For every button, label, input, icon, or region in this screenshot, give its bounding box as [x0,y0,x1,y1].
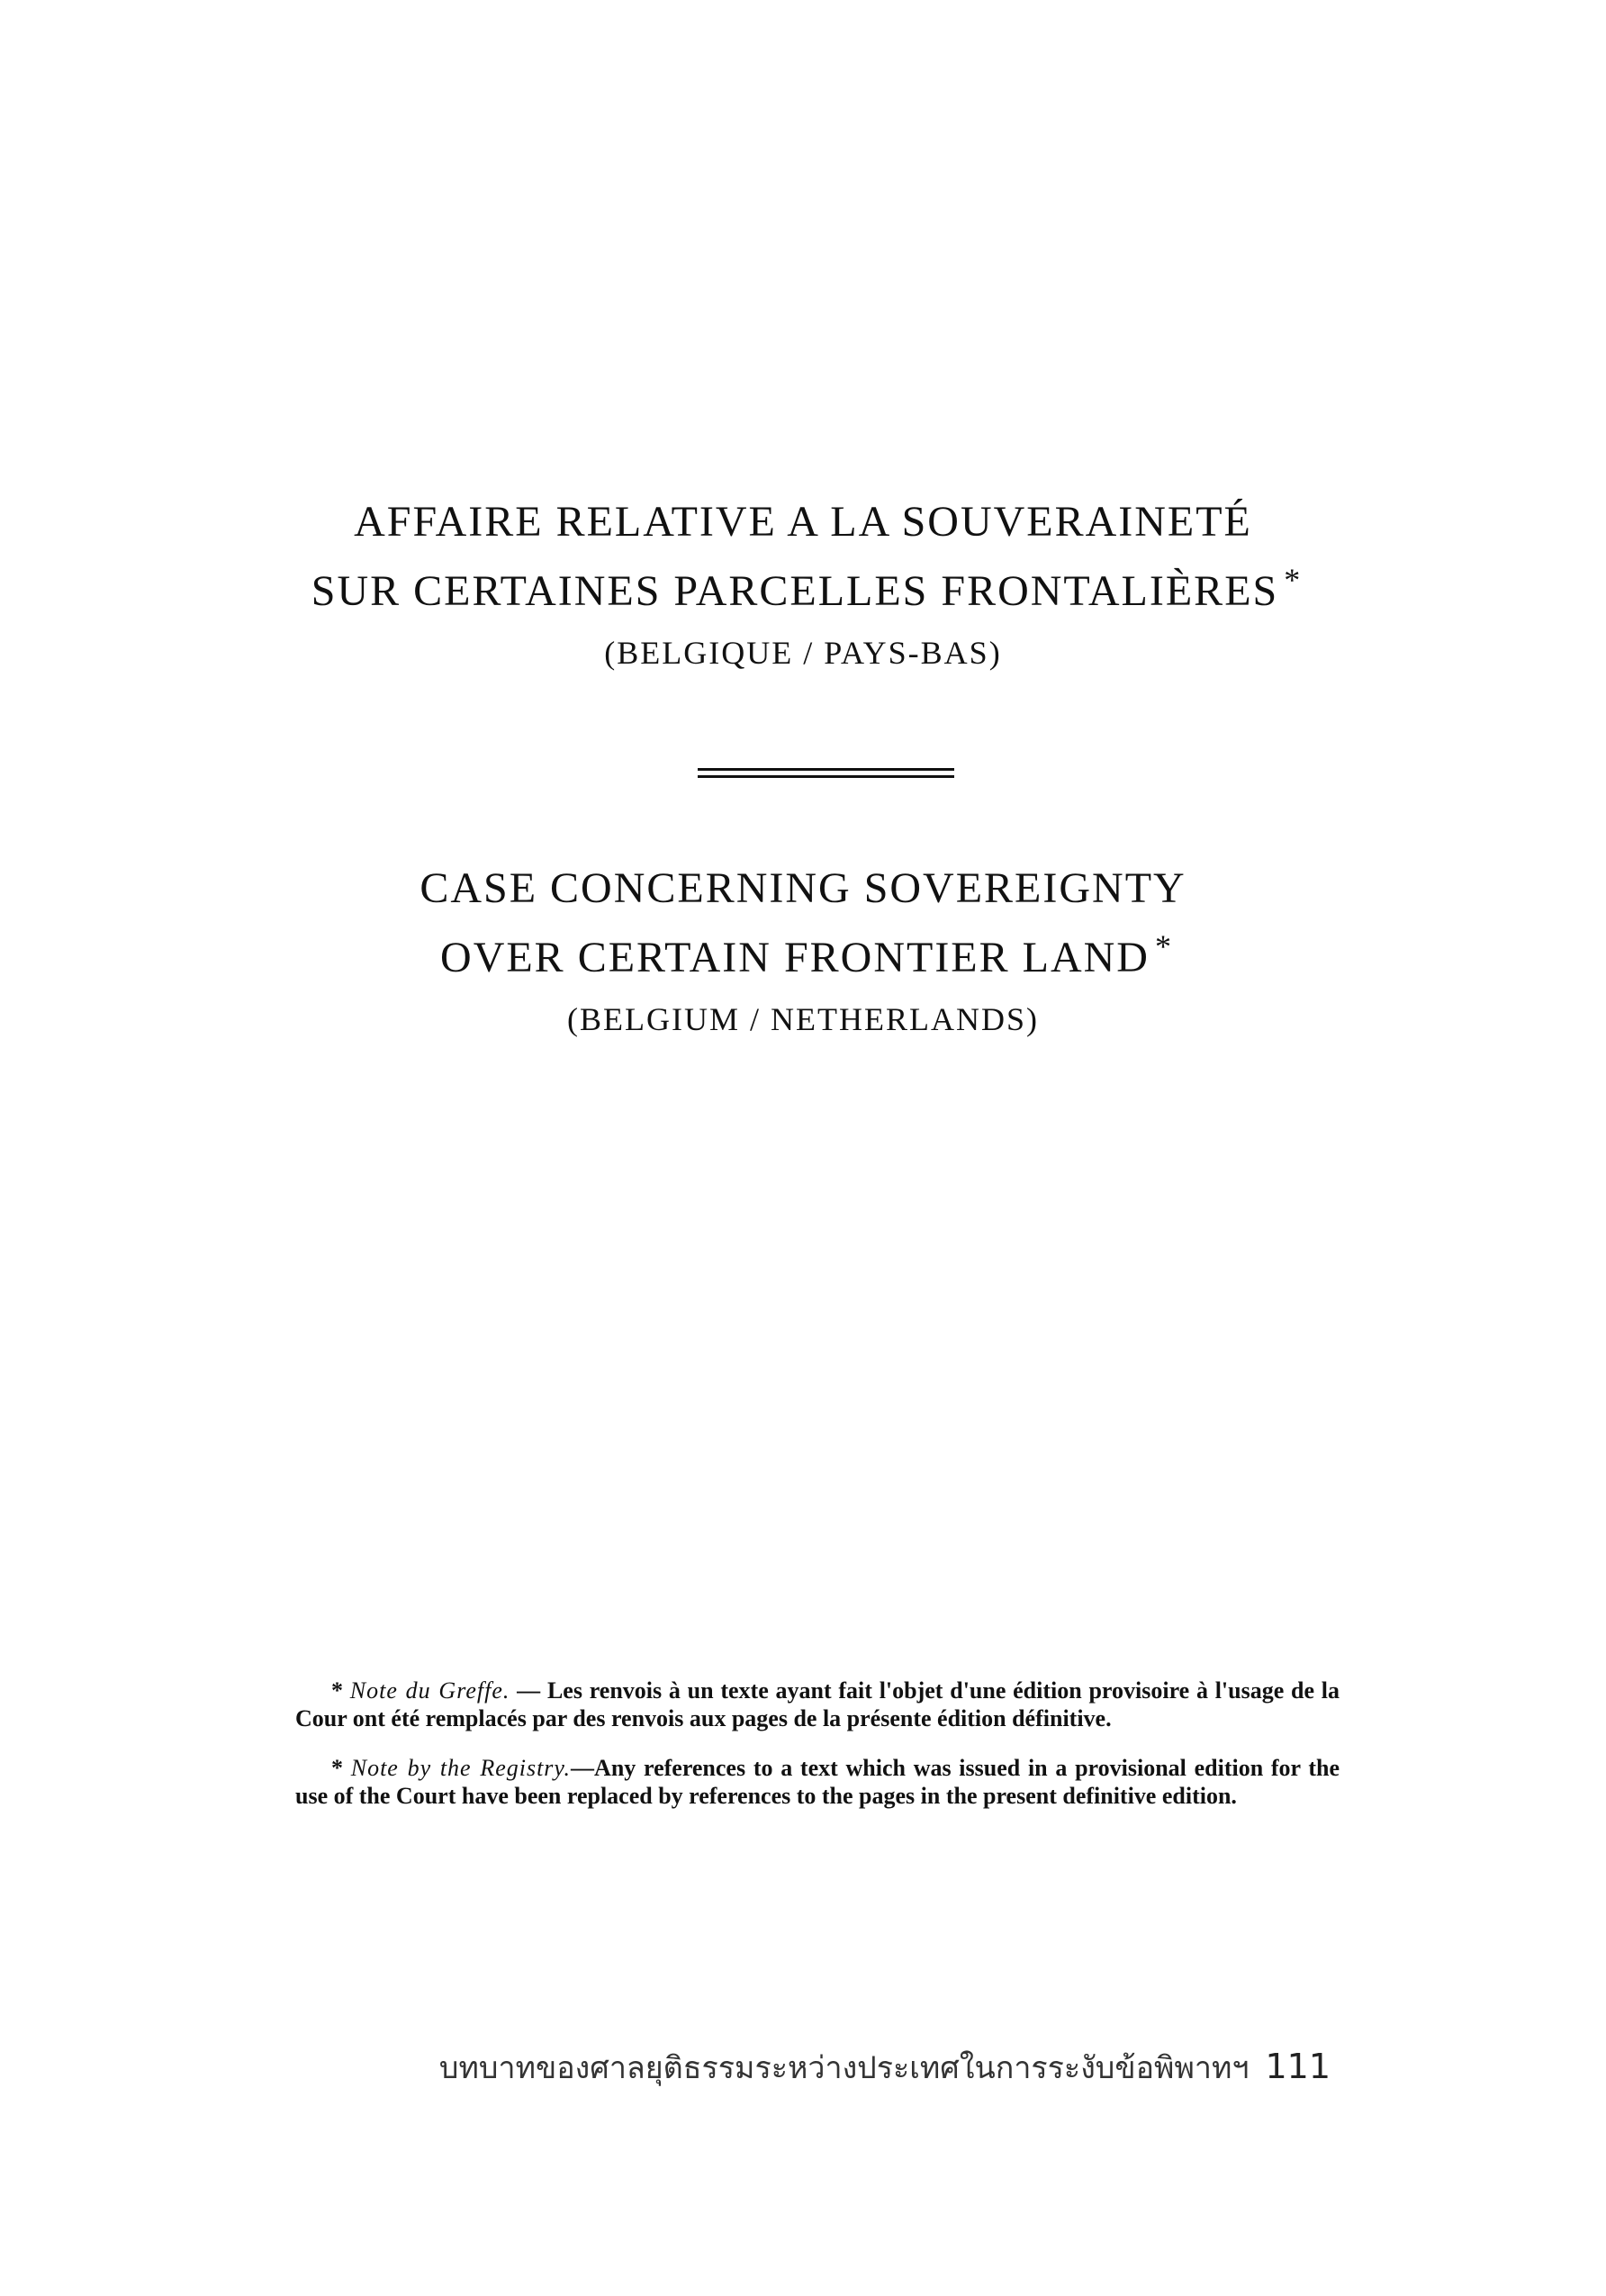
running-title: บทบาทของศาลยุติธรรมระหว่างประเทศในการระงับข้อพิพาทฯ [438,2050,1250,2086]
divider-rule-bottom [698,775,954,778]
english-note-text: —Any references to a text which was issued in a provisional edition for the use of the Court have been replaced by references to the pages in the present definitive edition. [295,1755,1340,1809]
english-title-footnote-marker: * [1154,928,1173,964]
english-parties: (BELGIUM / NETHERLANDS) [567,1001,1039,1037]
french-note-label: Note du Greffe. [349,1677,510,1704]
french-title-line-2-text: SUR CERTAINES PARCELLES FRONTALIÈRES [311,567,1279,615]
english-note-marker: * [331,1755,343,1781]
french-title-footnote-marker: * [1284,562,1303,598]
english-title-line-2 [0,917,1606,987]
french-title-line-1: AFFAIRE RELATIVE A LA SOUVERAINETÉ [354,498,1252,546]
divider-rule-top [698,768,954,771]
french-title-line-2 [0,551,1606,620]
english-title-line-1: CASE CONCERNING SOVEREIGNTY [420,864,1186,912]
page-footer [439,2044,1331,2091]
english-note-label: Note by the Registry. [350,1755,572,1781]
english-registry-note [295,1754,1340,1810]
french-parties: (BELGIQUE / PAYS-BAS) [604,635,1002,671]
english-heading [0,860,1606,1046]
french-note-text: — Les renvois à un texte ayant fait l'objet d'une édition provisoire à l'usage de la Cour ont été remplacés par des renvois aux pages de la présente édition définitive. [295,1677,1340,1731]
page-number: 111 [1265,2047,1331,2086]
french-registry-note [295,1677,1340,1732]
french-heading [0,493,1606,680]
registry-notes [295,1677,1340,1831]
french-note-marker: * [331,1677,343,1704]
title-divider [698,768,954,781]
english-title-line-2-text: OVER CERTAIN FRONTIER LAND [440,934,1150,981]
